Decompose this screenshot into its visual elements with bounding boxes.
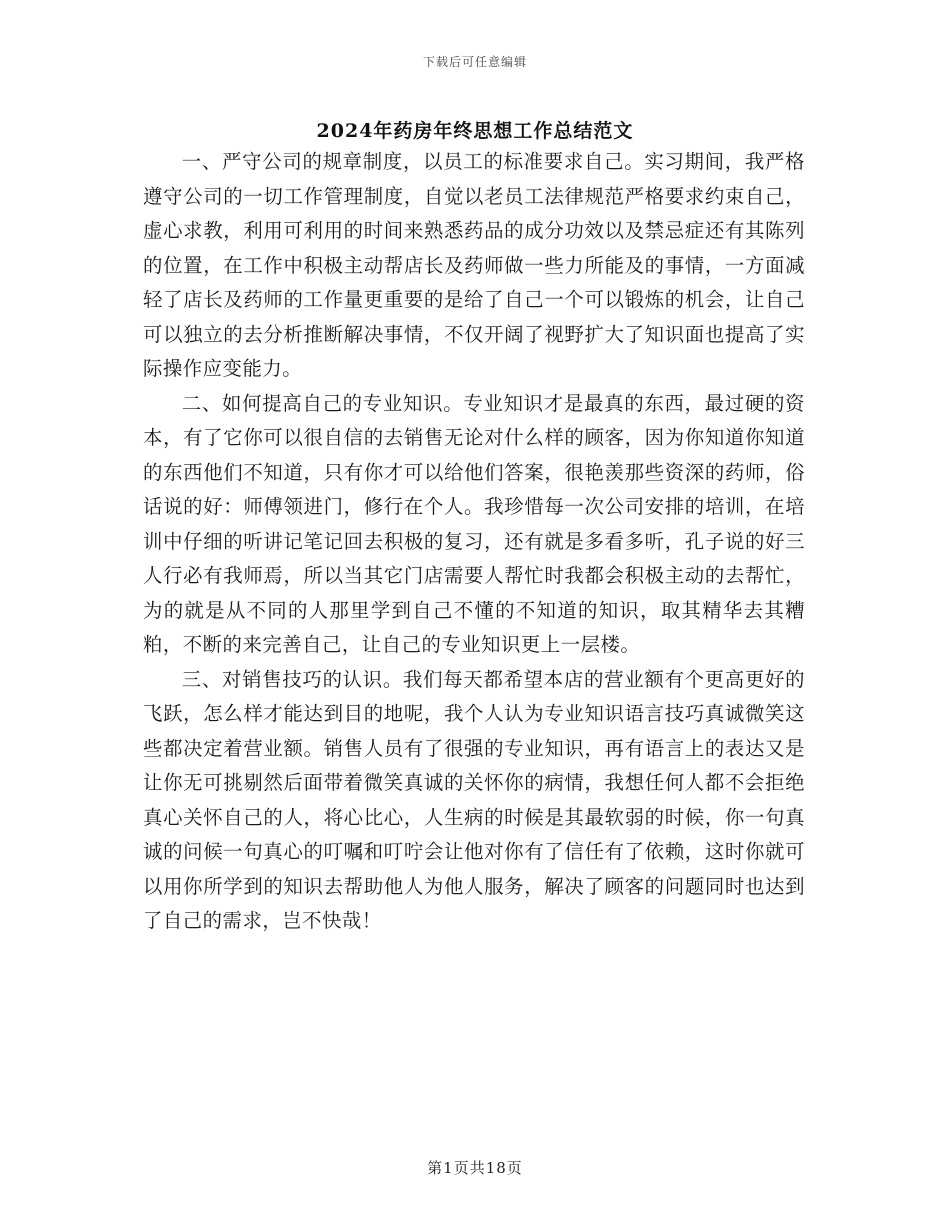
document-title: 2024年药房年终思想工作总结范文 [316,120,634,142]
header-note: 下载后可任意编辑 [422,55,527,69]
document-body [143,145,805,939]
paragraph-3: 三、对销售技巧的认识。我们每天都希望本店的营业额有个更高更好的飞跃，怎么样才能达到目的地呢，我个人认为专业知识语言技巧真诚微笑这些都决定着营业额。销售人员有了很强的专业知识，再有语言上的表达又是让你无可挑剔然后面带着微笑真诚的关怀你的病情，我想任何人都不会拒绝真心关怀自己的人，将心比心，人生病的时候是其最软弱的时候，你一句真诚的问候一句真心的叮嘱和叮咛会让他对你有了信任有了依赖，这时你就可以用你所学到的知识去帮助他人为他人服务，解决了顾客的问题同时也达到了自己的需求，岂不快哉！ [143,667,805,932]
paragraph-1: 一、严守公司的规章制度，以员工的标准要求自己。实习期间，我严格遵守公司的一切工作管理制度，自觉以老员工法律规范严格要求约束自己，虚心求教，利用可利用的时间来熟悉药品的成分功效以及禁忌症还有其陈列的位置，在工作中积极主动帮店长及药师做一些力所能及的事情，一方面减轻了店长及药师的工作量更重要的是给了自己一个可以锻炼的机会，让自己可以独立的去分析推断解决事情，不仅开阔了视野扩大了知识面也提高了实际操作应变能力。 [143,150,805,380]
paragraph-2: 二、如何提高自己的专业知识。专业知识才是最真的东西，最过硬的资本，有了它你可以很自信的去销售无论对什么样的顾客，因为你知道你知道的东西他们不知道，只有你才可以给他们答案，很艳羡那些资深的药师，俗话说的好：师傅领进门，修行在个人。我珍惜每一次公司安排的培训，在培训中仔细的听讲记笔记回去积极的复习，还有就是多看多听，孔子说的好三人行必有我师焉，所以当其它门店需要人帮忙时我都会积极主动的去帮忙，为的就是从不同的人那里学到自己不懂的不知道的知识，取其精华去其糟粕，不断的来完善自己，让自己的专业知识更上一层楼。 [143,391,805,656]
page-number: 第1页共18页 [427,1159,523,1177]
